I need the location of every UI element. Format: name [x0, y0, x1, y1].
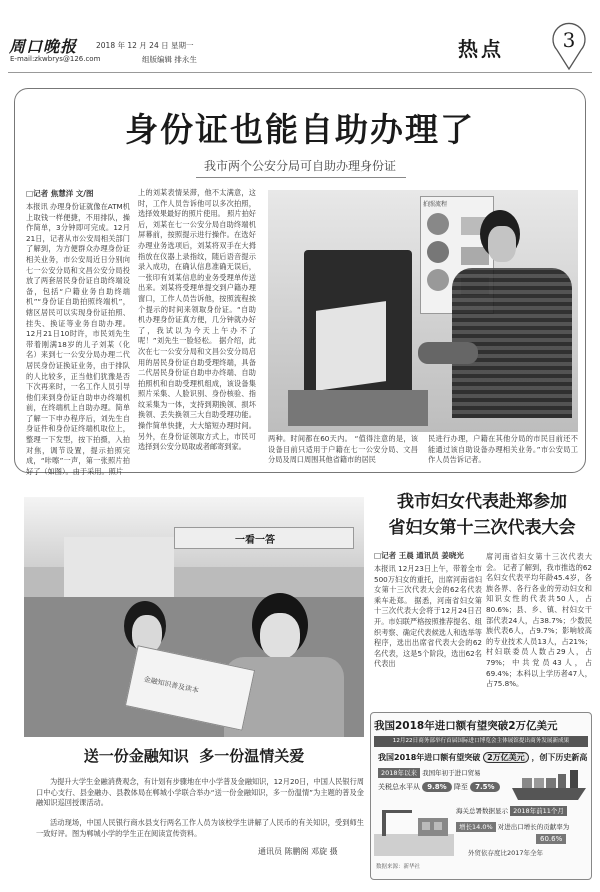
stat-contribution-value: 60.6%: [536, 834, 566, 844]
masthead: [9, 34, 99, 54]
chart-heading-right: ，创下历史新高: [531, 753, 588, 762]
story2-headline-line-2: 省妇女第十三次代表大会: [388, 518, 576, 538]
chart-heading-left: 我国2018年进口额有望突破: [378, 753, 481, 762]
infobox-chart-heading: [378, 752, 588, 763]
section-title: 热点: [458, 37, 504, 61]
infobox-banner: 12月22日商务部举行首届国际进口博览会主体展馆提出商务发展新成果: [374, 736, 588, 747]
person-face: [488, 226, 516, 262]
infobox-tariff-row: [378, 782, 500, 792]
infobox-stats-row: [456, 822, 569, 831]
page-number-badge: [552, 24, 586, 70]
story1-column-4: 民进行办理，户籍在其他分局的市民目前还不能通过该自助设备办理相关业务。”市公安局工作人员告诉记者。: [428, 434, 578, 465]
story2-column-2: 席河南省妇女第十三次代表大会。 记者了解到，我市推选的62名妇女代表平均年龄45.4岁，各族各界、各行各业的劳动妇女和知识女性的代表共50人，占80.6%；县、乡、镇、村妇女干部代表24人，占38.7%；少数民族代表6人，占9.7%；影响较高的专业技术人员13人，占21%；村妇联委员人数占29人，占79%；中共党员43人，占69.4%；本科以上学历者47人，占75.8%。: [486, 552, 592, 689]
customs-label: 海关总署数据显示: [456, 807, 508, 815]
story3-headline: 送一份金融知识 多一份温情关爱: [83, 747, 305, 765]
editor-credit: 组版编辑 排永生: [142, 55, 197, 64]
kiosk-base: [288, 390, 428, 426]
screen-step-2: [427, 241, 449, 263]
port-illustration: [374, 804, 454, 856]
story2-headline-line-1: 我市妇女代表赴郑参加: [397, 492, 567, 512]
person-arm: [418, 342, 478, 364]
story1-column-3: 两种。时间都在60天内。 “值得注意的是，该设备目前只适用于户籍在七一公安分局、文昌分局及周口周围其他省籍市的居民: [268, 434, 418, 465]
story3-paragraph-2: 活动现场，中国人民银行商水县支行两名工作人员为该校学生讲解了人民币的有关知识，受到师生一致好评。图为郸城小学的学生正在阅读宣传资料。: [36, 818, 364, 838]
customs-period: 2018年前11个月: [510, 806, 567, 816]
header-rule: [8, 72, 592, 73]
newspaper-logo: 周口晚报: [9, 37, 78, 56]
cargo-ship-icon: [510, 766, 588, 802]
subhead-rule: [196, 177, 406, 178]
banner-text: 一看一答: [235, 535, 275, 546]
tariff-label-a: 关税总水平从: [378, 783, 420, 791]
infobox-title: 我国2018年进口额有望突破2万亿美元: [374, 720, 558, 732]
screen-step-3: [427, 269, 449, 291]
infobox-customs-row: [456, 806, 567, 815]
students-reading-photo: [24, 497, 364, 735]
tariff-pill-b: 7.5%: [470, 782, 499, 792]
chart-heading-pill: 2万亿美元: [483, 752, 529, 763]
tariff-label-b: 降至: [453, 783, 468, 791]
row1-tag: 2018年以来: [378, 768, 420, 778]
screen-step-1: [427, 213, 449, 235]
ship-graphic: [510, 766, 588, 802]
story2-column-1: 本报讯 12月23日上午，带着全市500万妇女的重托，出席河南省妇女第十三次代表大会的62名代表乘车赴郑。 据悉，河南省妇女第十三次代表大会将于12月24日召开。市妇联严格按照推荐提名、组织考察、确定代表候选人和选举等程序，选出出席省代表大会的62名代表，这是5个阶段，选出62名代表出: [374, 564, 482, 669]
self-service-kiosk-photo: [268, 190, 578, 432]
port-crane-graphic: [374, 804, 454, 856]
screen-title: 拍照流程: [423, 201, 448, 208]
email-address: E-mail:zkwbrys@126.com: [10, 55, 101, 63]
booklet-title: 金融知识普及读本: [142, 675, 200, 695]
story1-subhead: 我市两个公安分局可自助办理身份证: [203, 159, 396, 173]
tariff-pill-a: 9.8%: [422, 782, 451, 792]
infobox-row-1: [378, 768, 481, 777]
classroom-banner: [174, 527, 354, 549]
issue-date: 2018 年 12 月 24 日 星期一: [96, 41, 194, 50]
story3-paragraph-1: 为提升大学生金融消费观念，有计划有步骤地在中小学普及金融知识，12月20日，中国人民银行周口中心支行、县金融办、县教体局在郸城小学联合举办“送一份金融知识，多一份温情”为主题的普及金融知识巡回授课活动。: [36, 777, 364, 808]
story1-byline: □记者 焦慧洋 文/图: [26, 189, 94, 198]
stat-growth: 增长14.0%: [456, 822, 496, 832]
page-number: 3: [562, 28, 576, 52]
row1-text: 我国年初于进口贸易: [422, 769, 481, 777]
stat-contribution-label: 对进出口增长的贡献率为: [497, 823, 570, 831]
kiosk-display: [316, 301, 386, 391]
infobox-footer-note: 外贸依存度比2017年全年: [468, 849, 544, 857]
infobox-source: 数据来源：新华社: [376, 864, 421, 870]
story1-column-1: 本报讯 办理身份证就像在ATM机上取钱一样便捷，不用排队，操作简单，3分钟即可完成。12月21日，记者从市公安局相关部门了解到，为方便群众办理身份证相关业务，市公安局近日分别向七一公安分局和文昌公安分局投放了两套居民身份证自助终端设备，包括“户籍业务自助终端机”“身份证自助拍照终端机”，辖区居民可以实现身份证拍照、挂失、换证等业务自助办理。 12月21日10时许，市民刘先生带着刚满18岁的儿子刘某（化名）来到七一公安分局办理二代居民身份证换证业务，由于排队的人比较多，正当他们犹豫是否下次再来时，一名工作人员引导他们来到身份证自助申办终端机前，在终端机上自助办理。简单了解一下申办程序后，刘先生自身证件和身份证终端机取位上，整理一下发型，按下拍摄，入拍对焦，调节设置，提示拍照完成，“咔嚓”一声，第一张照片拍好了（如图）。由于采用。照片: [26, 202, 130, 476]
photo-credit: 通讯员 陈鹏阁 邓旋 摄: [258, 847, 338, 856]
story1-column-2: 上的刘某表情呆滞，他不太满意，这时，工作人员告诉他可以多次拍照，选择效果最好的照片使用。 照片拍好后，刘某在七一公安分局自助终端机屏幕前，按照提示进行操作。在选好办理业务选项后，刘某将双手在大拇指放在仪器上录指纹，随后语音提示录入成功，在确认信息准确无误后，一张印有刘某信息的业务受理单传送出来。刘某将受理单提交到户籍办理窗口，工作人员告诉他，按照流程挨个提示的时间来领取身份证。“自助机办理身份证真方便，几分钟就办好了，我试以为今天上午办不了呢！”刘先生一脸轻松。 据介绍，此次在七一公安分局和文昌公安分局启用的居民身份证自助受理终端，具备二代居民身份证自助申办终端、自助拍照机和自助受理机组成，该设备集照片采集、人脸识别、身份核验、指纹采集为一体，支持到期换领、损坏换领、丢失换领三大自助受理功能。操作简单快捷，大大缩短办理时间。另外，在身份证领取方式上，市民可选择到公安分局取或者邮寄到家。: [138, 188, 256, 452]
story2-byline: □记者 王晨 通讯员 姜晓光: [374, 551, 464, 560]
story1-headline: 身份证也能自助办理了: [125, 110, 475, 149]
student-right-face: [260, 613, 300, 659]
